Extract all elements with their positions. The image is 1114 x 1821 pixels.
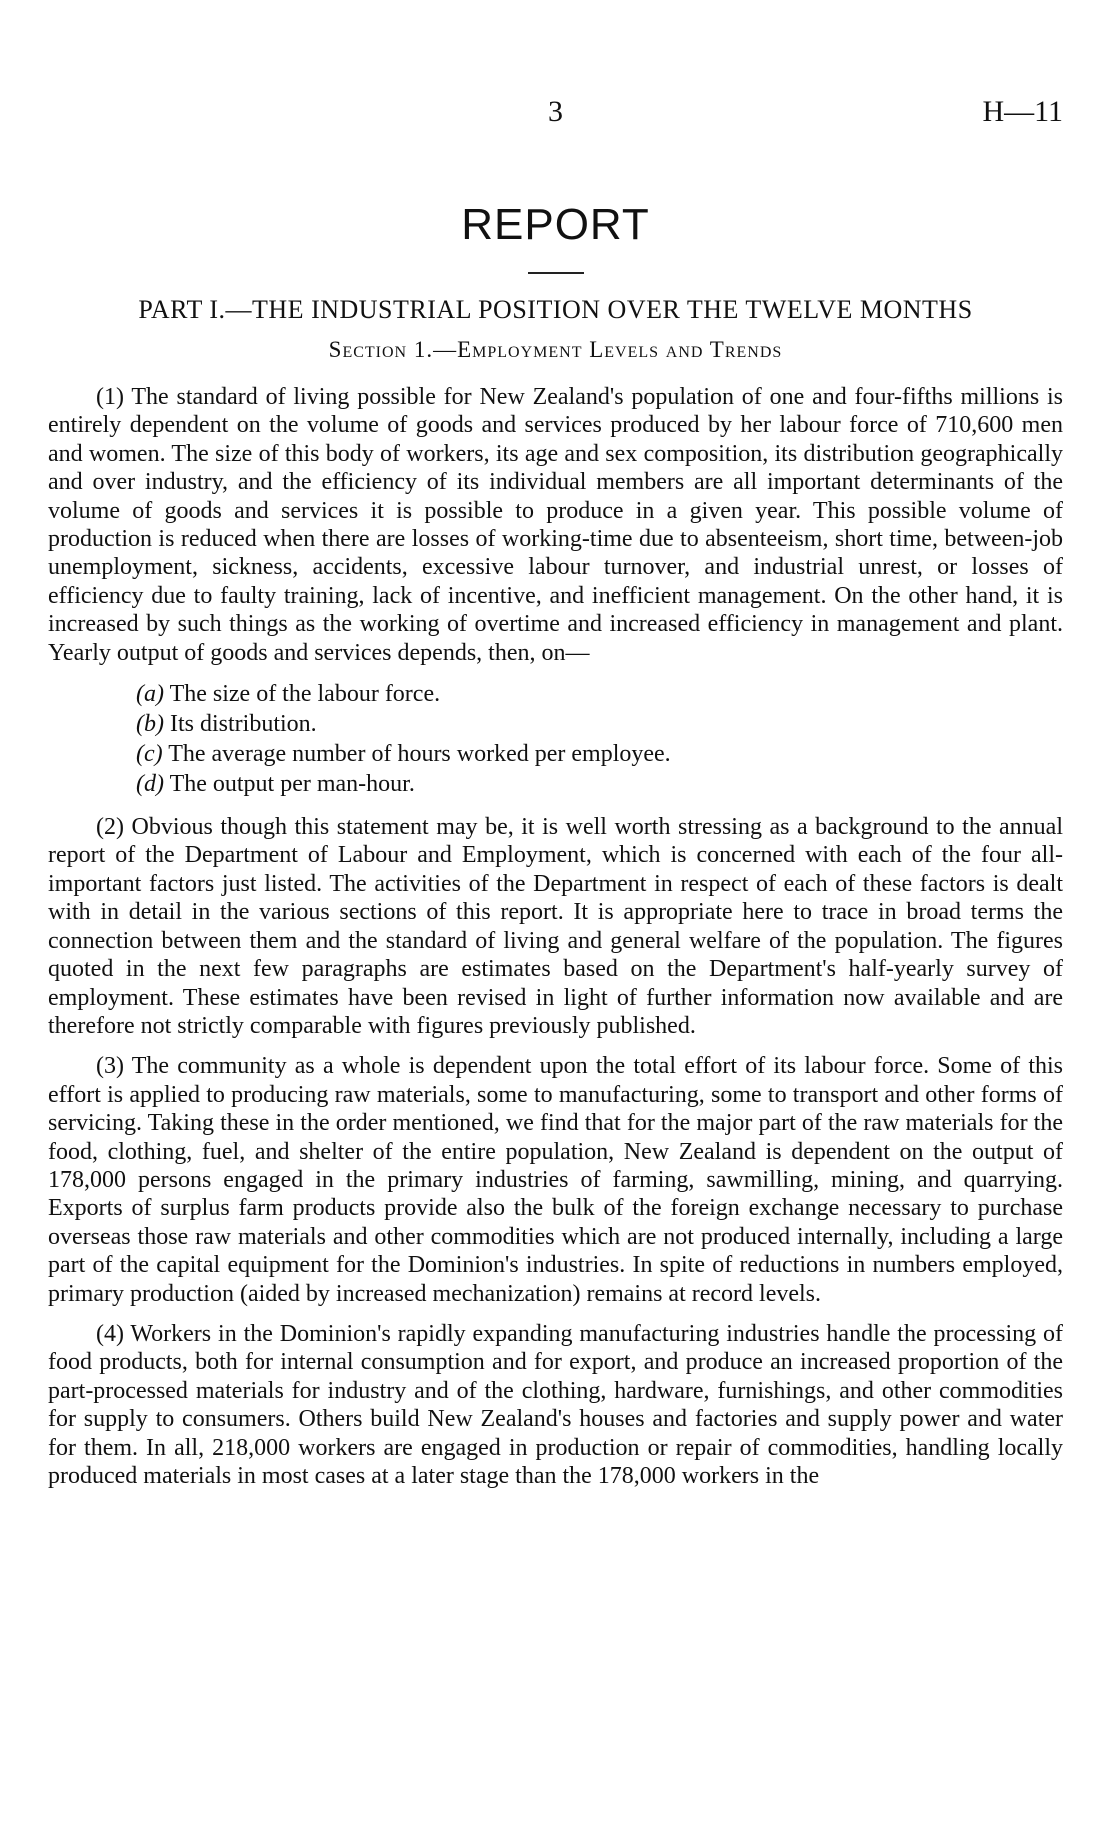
factor-item-c (136, 739, 1063, 769)
factor-label: (a) (136, 681, 164, 708)
paragraph-3: (3) The community as a whole is dependent upon the total effort of its labour force. Some of this effort is applied to producing raw materials, some to manufacturing, some to transport and other forms of servicing. Taking these in the order mentioned, we find that for the major part of the raw materials for the food, clothing, fuel, and shelter of the entire population, New Zealand is dependent on the output of 178,000 persons engaged in the primary industries of farming, sawmilling, mining, and quarrying. Exports of surplus farm products provide also the bulk of the foreign exchange necessary to purchase overseas those raw materials and other commodities which are not produced internally, including a large part of the capital equipment for the Dominion's industries. In spite of reductions in numbers employed, primary production (aided by increased mechanization) remains at record levels. (48, 1053, 1063, 1307)
part-heading: PART I.—THE INDUSTRIAL POSITION OVER THE TWELVE MONTHS (138, 295, 973, 324)
page-number: 3 (548, 95, 563, 128)
paragraph-2: (2) Obvious though this statement may be, it is well worth stressing as a background to the annual report of the Department of Labour and Employment, which is concerned with each of the four all-important factors just listed. The activities of the Department in respect of each of these factors is dealt with in detail in the various sections of this report. It is appropriate here to trace in broad terms the connection between them and the standard of living and general welfare of the population. The figures quoted in the next few paragraphs are estimates based on the Department's half-yearly survey of employment. These estimates have been revised in light of further information now available and are therefore not strictly comparable with figures previously published. (48, 814, 1063, 1039)
report-title: REPORT (461, 200, 650, 249)
page-header (48, 95, 1063, 135)
factor-text: Its distribution. (169, 711, 317, 738)
factor-item-b (136, 709, 1063, 739)
factor-label: (d) (136, 771, 164, 798)
title-divider (528, 272, 584, 274)
factor-item-d (136, 769, 1063, 799)
factor-text: The size of the labour force. (169, 681, 441, 708)
factor-text: The output per man-hour. (169, 771, 415, 798)
document-page (48, 0, 1063, 1821)
document-reference: H—11 (982, 95, 1063, 128)
section-heading: Section 1.—Employment Levels and Trends (328, 337, 783, 362)
factor-item-a (136, 679, 1063, 709)
factor-label: (c) (136, 741, 163, 768)
factor-text: The average number of hours worked per employee. (168, 741, 671, 768)
report-body (48, 383, 1063, 1502)
paragraph-1: (1) The standard of living possible for New Zealand's population of one and four-fifths millions is entirely dependent on the volume of goods and services produced by her labour force of 710,600 men and women. The size of this body of workers, its age and sex composition, its distribution geographically and over industry, and the efficiency of its individual members are all important determinants of the volume of goods and services it is possible to produce in a given year. This possible volume of production is reduced when there are losses of working-time due to absenteeism, short time, between-job unemployment, sickness, accidents, excessive labour turnover, and industrial unrest, or losses of efficiency due to faulty training, lack of incentive, and inefficient management. On the other hand, it is increased by such things as the working of overtime and increased efficiency in management and plant. Yearly output of goods and services depends, then, on— (48, 384, 1063, 666)
factor-label: (b) (136, 711, 164, 738)
paragraph-4: (4) Workers in the Dominion's rapidly expanding manufacturing industries handle the processing of food products, both for internal consumption and for export, and produce an increased proportion of the part-processed materials for industry and of the clothing, hardware, furnishings, and other commodities for supply to consumers. Others build New Zealand's houses and factories and supply power and water for them. In all, 218,000 workers are engaged in production or repair of commodities, handling locally produced materials in most cases at a later stage than the 178,000 workers in the (48, 1320, 1063, 1489)
factor-list (48, 679, 1063, 799)
